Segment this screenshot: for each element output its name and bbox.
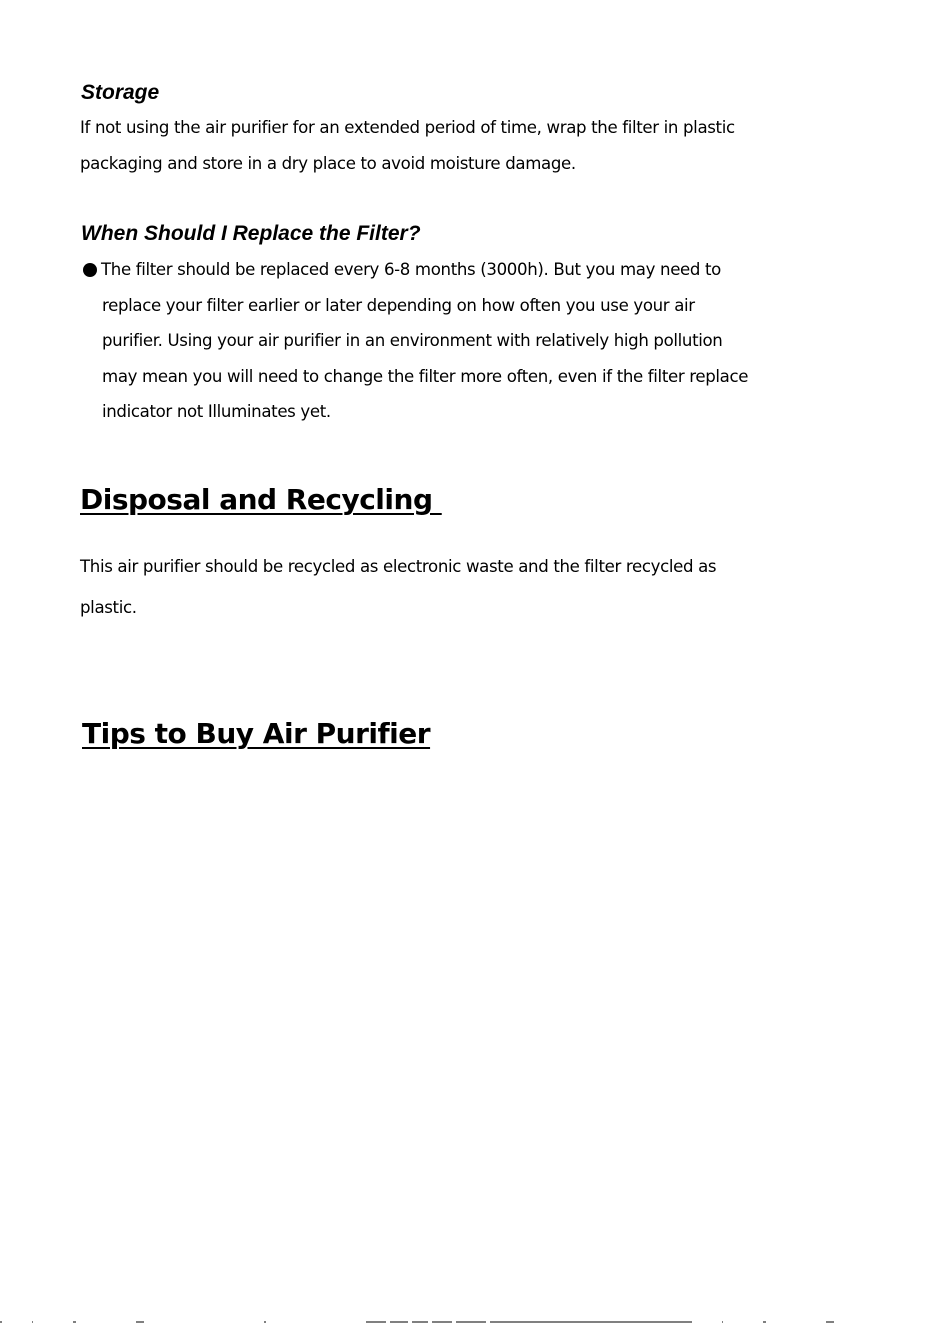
replace-filter-heading: When Should I Replace the Filter? [81,222,421,245]
replace-filter-bullet [80,252,880,430]
storage-line-1: If not using the air purifier for an extended period of time, wrap the filter in plastic [80,118,735,137]
bullet-line-4: may mean you will need to change the filter more often, even if the filter replace [102,366,749,386]
bullet-line-3: purifier. Using your air purifier in an environment with relatively high pollution [102,331,723,351]
tips-title: Tips to Buy Air Purifier [82,717,431,750]
storage-heading: Storage [81,81,160,104]
storage-paragraph [80,110,870,182]
bullet-line-5: indicator not Illuminates yet. [102,402,331,422]
bullet-line-2: replace your filter earlier or later depending on how often you use your air [102,295,695,315]
bullet-icon [83,263,97,277]
footer-scan-artifact [0,1320,933,1324]
disposal-paragraph [80,546,870,628]
disposal-title: Disposal and Recycling [80,483,442,516]
disposal-line-2: plastic. [80,598,137,617]
storage-line-2: packaging and store in a dry place to avoid moisture damage. [80,154,576,173]
bullet-line-1: The filter should be replaced every 6-8 months (3000h). But you may need to [101,260,721,279]
disposal-line-1: This air purifier should be recycled as electronic waste and the filter recycled as [80,557,717,576]
